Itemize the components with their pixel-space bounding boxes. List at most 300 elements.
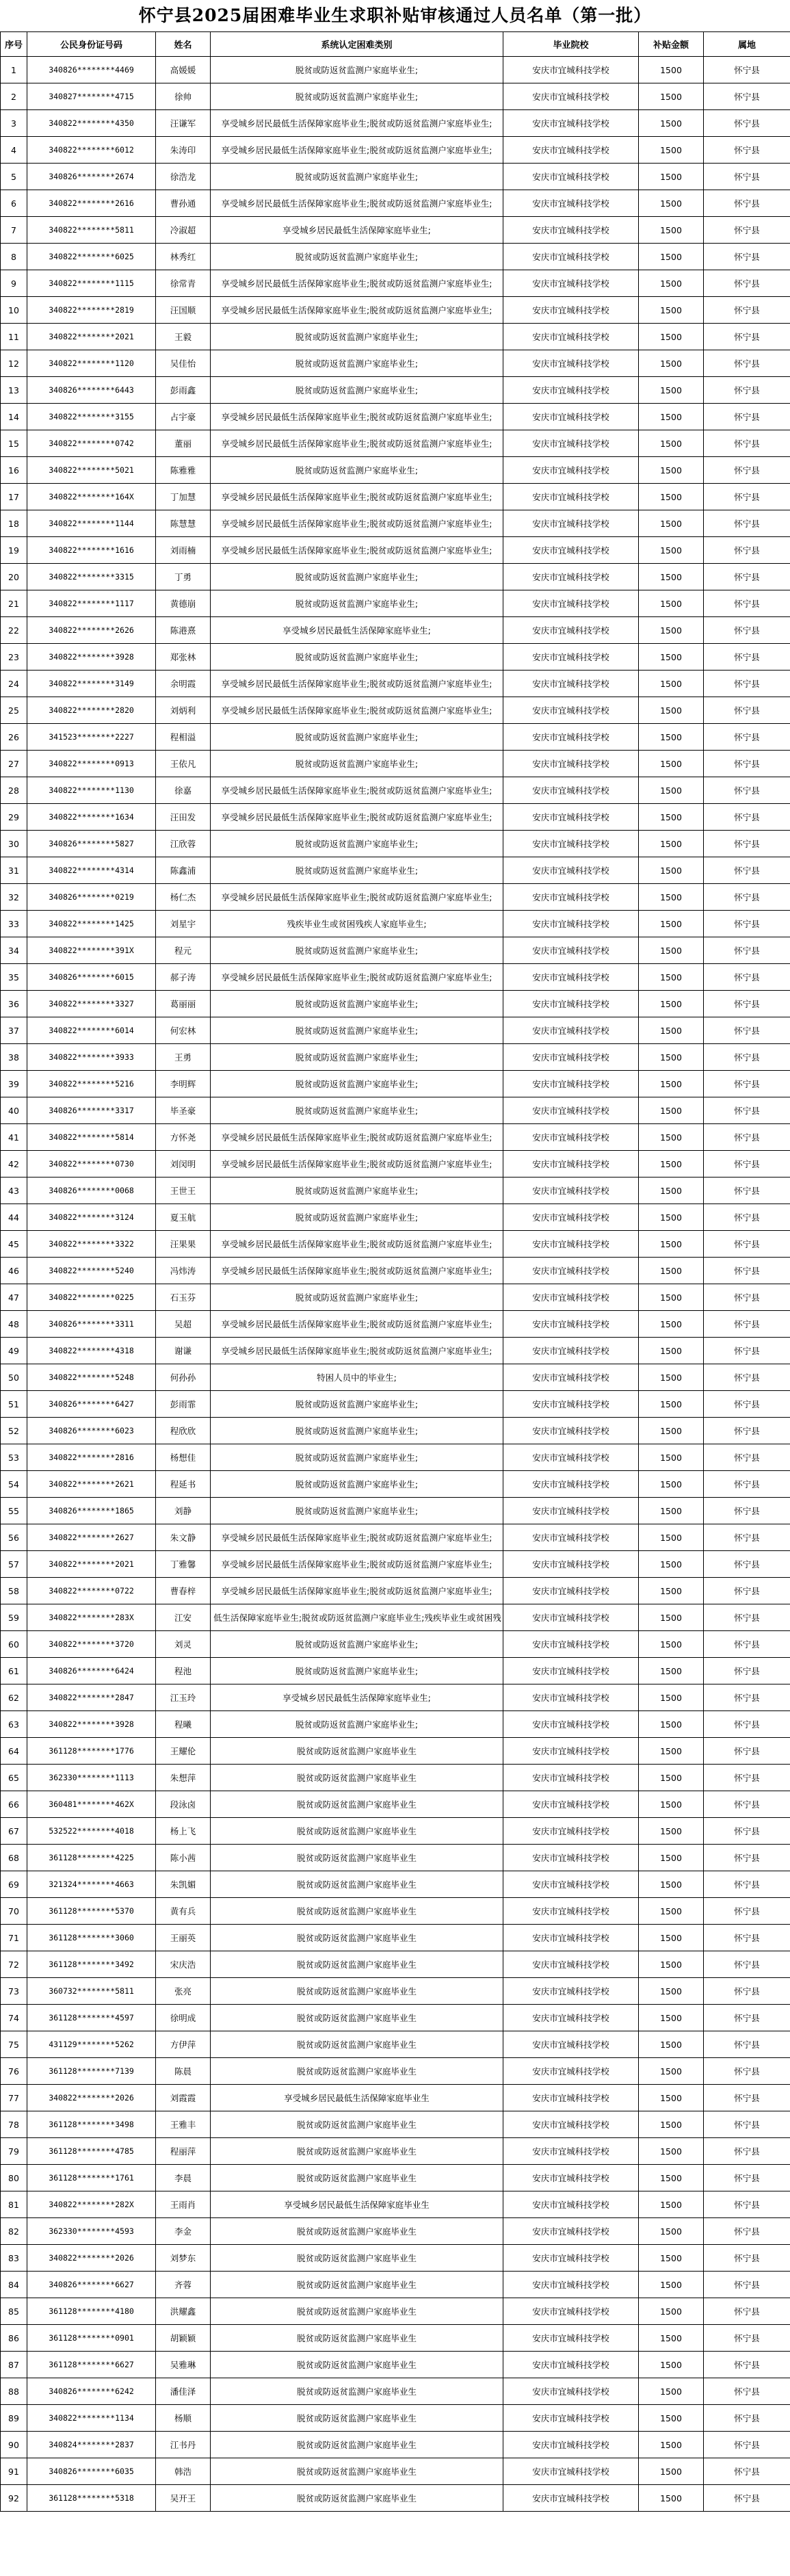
cell-amount: 1500 bbox=[639, 2138, 704, 2165]
cell-locality: 怀宁县 bbox=[704, 2085, 790, 2111]
cell-category: 脱贫或防返贫监测户家庭毕业生; bbox=[211, 457, 503, 484]
table-row bbox=[1, 1284, 790, 1311]
cell-category: 享受城乡居民最低生活保障家庭毕业生;脱贫或防返贫监测户家庭毕业生; bbox=[211, 1578, 503, 1604]
cell-id-number: 340822********1130 bbox=[27, 777, 156, 804]
cell-name: 陈小茜 bbox=[156, 1845, 211, 1871]
cell-name: 丁雅馨 bbox=[156, 1551, 211, 1578]
cell-school: 安庆市宜城科技学校 bbox=[503, 324, 639, 350]
cell-amount: 1500 bbox=[639, 2218, 704, 2245]
cell-name: 江书丹 bbox=[156, 2432, 211, 2458]
table-row bbox=[1, 1524, 790, 1551]
cell-category: 脱贫或防返贫监测户家庭毕业生; bbox=[211, 57, 503, 83]
table-row bbox=[1, 1097, 790, 1124]
cell-name: 汪田发 bbox=[156, 804, 211, 831]
cell-amount: 1500 bbox=[639, 2432, 704, 2458]
cell-locality: 怀宁县 bbox=[704, 1871, 790, 1898]
cell-amount: 1500 bbox=[639, 510, 704, 537]
table-body bbox=[1, 57, 790, 2512]
table-row bbox=[1, 751, 790, 777]
cell-index: 76 bbox=[1, 2058, 27, 2085]
table-header-row bbox=[1, 32, 790, 57]
cell-school: 安庆市宜城科技学校 bbox=[503, 1124, 639, 1151]
cell-school: 安庆市宜城科技学校 bbox=[503, 884, 639, 911]
cell-category: 享受城乡居民最低生活保障家庭毕业生;脱贫或防返贫监测户家庭毕业生; bbox=[211, 137, 503, 164]
cell-name: 夏玉航 bbox=[156, 1204, 211, 1231]
cell-id-number: 361128********4785 bbox=[27, 2138, 156, 2165]
cell-school: 安庆市宜城科技学校 bbox=[503, 2298, 639, 2325]
table-row bbox=[1, 2298, 790, 2325]
cell-id-number: 361128********5318 bbox=[27, 2485, 156, 2512]
cell-name: 陈慧慧 bbox=[156, 510, 211, 537]
cell-locality: 怀宁县 bbox=[704, 217, 790, 244]
table-row bbox=[1, 537, 790, 564]
cell-locality: 怀宁县 bbox=[704, 137, 790, 164]
table-row bbox=[1, 1124, 790, 1151]
cell-locality: 怀宁县 bbox=[704, 2325, 790, 2352]
cell-index: 85 bbox=[1, 2298, 27, 2325]
cell-school: 安庆市宜城科技学校 bbox=[503, 1818, 639, 1845]
cell-locality: 怀宁县 bbox=[704, 1178, 790, 1204]
cell-amount: 1500 bbox=[639, 857, 704, 884]
cell-index: 19 bbox=[1, 537, 27, 564]
cell-name: 方伊萍 bbox=[156, 2031, 211, 2058]
cell-school: 安庆市宜城科技学校 bbox=[503, 484, 639, 510]
cell-name: 程欣欣 bbox=[156, 1418, 211, 1444]
cell-name: 汪谦军 bbox=[156, 110, 211, 137]
cell-id-number: 361128********1761 bbox=[27, 2165, 156, 2191]
cell-locality: 怀宁县 bbox=[704, 2005, 790, 2031]
cell-amount: 1500 bbox=[639, 911, 704, 937]
table-row bbox=[1, 804, 790, 831]
cell-name: 胡颖颖 bbox=[156, 2325, 211, 2352]
cell-name: 徐常青 bbox=[156, 270, 211, 297]
cell-id-number: 340822********3322 bbox=[27, 1231, 156, 1258]
cell-school: 安庆市宜城科技学校 bbox=[503, 537, 639, 564]
cell-amount: 1500 bbox=[639, 2191, 704, 2218]
table-row bbox=[1, 1631, 790, 1658]
table-row bbox=[1, 2245, 790, 2272]
cell-index: 81 bbox=[1, 2191, 27, 2218]
cell-school: 安庆市宜城科技学校 bbox=[503, 2485, 639, 2512]
cell-id-number: 361128********7139 bbox=[27, 2058, 156, 2085]
cell-locality: 怀宁县 bbox=[704, 857, 790, 884]
cell-name: 汪国顺 bbox=[156, 297, 211, 324]
cell-school: 安庆市宜城科技学校 bbox=[503, 350, 639, 377]
cell-name: 王雅丰 bbox=[156, 2111, 211, 2138]
cell-category: 脱贫或防返贫监测户家庭毕业生; bbox=[211, 1391, 503, 1418]
cell-locality: 怀宁县 bbox=[704, 1044, 790, 1071]
table-row bbox=[1, 1418, 790, 1444]
cell-category: 享受城乡居民最低生活保障家庭毕业生;脱贫或防返贫监测户家庭毕业生; bbox=[211, 270, 503, 297]
cell-amount: 1500 bbox=[639, 1311, 704, 1338]
cell-name: 刘灵 bbox=[156, 1631, 211, 1658]
cell-index: 12 bbox=[1, 350, 27, 377]
cell-locality: 怀宁县 bbox=[704, 324, 790, 350]
cell-amount: 1500 bbox=[639, 1204, 704, 1231]
cell-school: 安庆市宜城科技学校 bbox=[503, 1284, 639, 1311]
table-row bbox=[1, 564, 790, 590]
cell-index: 62 bbox=[1, 1684, 27, 1711]
cell-locality: 怀宁县 bbox=[704, 964, 790, 991]
cell-category: 享受城乡居民最低生活保障家庭毕业生;脱贫或防返贫监测户家庭毕业生; bbox=[211, 671, 503, 697]
cell-amount: 1500 bbox=[639, 404, 704, 430]
cell-category: 享受城乡居民最低生活保障家庭毕业生;脱贫或防返贫监测户家庭毕业生; bbox=[211, 484, 503, 510]
cell-name: 徐帅 bbox=[156, 83, 211, 110]
cell-id-number: 340822********391X bbox=[27, 937, 156, 964]
cell-amount: 1500 bbox=[639, 1498, 704, 1524]
cell-category: 脱贫或防返贫监测户家庭毕业生; bbox=[211, 350, 503, 377]
table-row bbox=[1, 510, 790, 537]
cell-name: 彭雨霏 bbox=[156, 1391, 211, 1418]
cell-id-number: 361128********5370 bbox=[27, 1898, 156, 1925]
cell-amount: 1500 bbox=[639, 2298, 704, 2325]
cell-school: 安庆市宜城科技学校 bbox=[503, 2458, 639, 2485]
cell-id-number: 340822********2626 bbox=[27, 617, 156, 644]
cell-id-number: 361128********3060 bbox=[27, 1925, 156, 1951]
cell-id-number: 340826********6023 bbox=[27, 1418, 156, 1444]
cell-index: 63 bbox=[1, 1711, 27, 1738]
table-row bbox=[1, 83, 790, 110]
cell-name: 徐嘉 bbox=[156, 777, 211, 804]
cell-amount: 1500 bbox=[639, 1151, 704, 1178]
cell-name: 程元 bbox=[156, 937, 211, 964]
cell-amount: 1500 bbox=[639, 697, 704, 724]
table-row bbox=[1, 1711, 790, 1738]
cell-category: 脱贫或防返贫监测户家庭毕业生 bbox=[211, 2138, 503, 2165]
cell-name: 齐蓉 bbox=[156, 2272, 211, 2298]
cell-index: 53 bbox=[1, 1444, 27, 1471]
table-row bbox=[1, 617, 790, 644]
cell-name: 陈晨 bbox=[156, 2058, 211, 2085]
cell-school: 安庆市宜城科技学校 bbox=[503, 1258, 639, 1284]
cell-id-number: 340822********4318 bbox=[27, 1338, 156, 1364]
table-row bbox=[1, 1898, 790, 1925]
cell-school: 安庆市宜城科技学校 bbox=[503, 2031, 639, 2058]
cell-locality: 怀宁县 bbox=[704, 484, 790, 510]
header-locality: 属地 bbox=[704, 32, 790, 57]
cell-locality: 怀宁县 bbox=[704, 2165, 790, 2191]
cell-amount: 1500 bbox=[639, 884, 704, 911]
cell-locality: 怀宁县 bbox=[704, 2111, 790, 2138]
cell-amount: 1500 bbox=[639, 1471, 704, 1498]
cell-name: 刘星宇 bbox=[156, 911, 211, 937]
cell-id-number: 340822********1425 bbox=[27, 911, 156, 937]
cell-school: 安庆市宜城科技学校 bbox=[503, 244, 639, 270]
cell-name: 余明霞 bbox=[156, 671, 211, 697]
cell-category: 享受城乡居民最低生活保障家庭毕业生;脱贫或防返贫监测户家庭毕业生; bbox=[211, 430, 503, 457]
table-row bbox=[1, 2458, 790, 2485]
cell-index: 6 bbox=[1, 190, 27, 217]
cell-index: 88 bbox=[1, 2378, 27, 2405]
cell-locality: 怀宁县 bbox=[704, 911, 790, 937]
cell-category: 脱贫或防返贫监测户家庭毕业生 bbox=[211, 2005, 503, 2031]
cell-id-number: 340826********6015 bbox=[27, 964, 156, 991]
cell-school: 安庆市宜城科技学校 bbox=[503, 2245, 639, 2272]
cell-category: 享受城乡居民最低生活保障家庭毕业生;脱贫或防返贫监测户家庭毕业生; bbox=[211, 804, 503, 831]
cell-id-number: 340822********2820 bbox=[27, 697, 156, 724]
cell-index: 70 bbox=[1, 1898, 27, 1925]
cell-index: 50 bbox=[1, 1364, 27, 1391]
cell-name: 董丽 bbox=[156, 430, 211, 457]
cell-index: 8 bbox=[1, 244, 27, 270]
cell-id-number: 340822********164X bbox=[27, 484, 156, 510]
cell-category: 享受城乡居民最低生活保障家庭毕业生;脱贫或防返贫监测户家庭毕业生; bbox=[211, 190, 503, 217]
cell-locality: 怀宁县 bbox=[704, 671, 790, 697]
cell-school: 安庆市宜城科技学校 bbox=[503, 83, 639, 110]
cell-school: 安庆市宜城科技学校 bbox=[503, 57, 639, 83]
cell-id-number: 340826********3311 bbox=[27, 1311, 156, 1338]
cell-amount: 1500 bbox=[639, 617, 704, 644]
cell-category: 享受城乡居民最低生活保障家庭毕业生; bbox=[211, 617, 503, 644]
cell-locality: 怀宁县 bbox=[704, 751, 790, 777]
table-row bbox=[1, 911, 790, 937]
cell-amount: 1500 bbox=[639, 1845, 704, 1871]
cell-id-number: 340822********3933 bbox=[27, 1044, 156, 1071]
cell-school: 安庆市宜城科技学校 bbox=[503, 1231, 639, 1258]
cell-amount: 1500 bbox=[639, 1738, 704, 1765]
cell-index: 18 bbox=[1, 510, 27, 537]
cell-name: 程池 bbox=[156, 1658, 211, 1684]
table-row bbox=[1, 2432, 790, 2458]
cell-amount: 1500 bbox=[639, 324, 704, 350]
cell-id-number: 340822********6012 bbox=[27, 137, 156, 164]
cell-amount: 1500 bbox=[639, 1978, 704, 2005]
cell-id-number: 321324********4663 bbox=[27, 1871, 156, 1898]
cell-locality: 怀宁县 bbox=[704, 2432, 790, 2458]
cell-name: 曹春梓 bbox=[156, 1578, 211, 1604]
cell-index: 17 bbox=[1, 484, 27, 510]
cell-index: 46 bbox=[1, 1258, 27, 1284]
cell-name: 韩浩 bbox=[156, 2458, 211, 2485]
table-row bbox=[1, 137, 790, 164]
cell-id-number: 340822********1144 bbox=[27, 510, 156, 537]
cell-amount: 1500 bbox=[639, 1418, 704, 1444]
cell-locality: 怀宁县 bbox=[704, 1951, 790, 1978]
cell-category: 脱贫或防返贫监测户家庭毕业生; bbox=[211, 1178, 503, 1204]
cell-school: 安庆市宜城科技学校 bbox=[503, 617, 639, 644]
cell-index: 79 bbox=[1, 2138, 27, 2165]
cell-school: 安庆市宜城科技学校 bbox=[503, 1097, 639, 1124]
cell-locality: 怀宁县 bbox=[704, 1151, 790, 1178]
cell-locality: 怀宁县 bbox=[704, 2218, 790, 2245]
cell-index: 39 bbox=[1, 1071, 27, 1097]
cell-amount: 1500 bbox=[639, 2111, 704, 2138]
cell-name: 吴雅琳 bbox=[156, 2352, 211, 2378]
cell-school: 安庆市宜城科技学校 bbox=[503, 1684, 639, 1711]
cell-category: 脱贫或防返贫监测户家庭毕业生; bbox=[211, 1071, 503, 1097]
cell-locality: 怀宁县 bbox=[704, 1604, 790, 1631]
cell-index: 90 bbox=[1, 2432, 27, 2458]
cell-name: 王勇 bbox=[156, 1044, 211, 1071]
cell-amount: 1500 bbox=[639, 1044, 704, 1071]
cell-school: 安庆市宜城科技学校 bbox=[503, 190, 639, 217]
table-row bbox=[1, 457, 790, 484]
cell-index: 45 bbox=[1, 1231, 27, 1258]
cell-category: 脱贫或防返贫监测户家庭毕业生; bbox=[211, 1097, 503, 1124]
cell-school: 安庆市宜城科技学校 bbox=[503, 1524, 639, 1551]
cell-school: 安庆市宜城科技学校 bbox=[503, 1978, 639, 2005]
cell-name: 高媛媛 bbox=[156, 57, 211, 83]
cell-category: 脱贫或防返贫监测户家庭毕业生; bbox=[211, 1631, 503, 1658]
cell-category: 脱贫或防返贫监测户家庭毕业生; bbox=[211, 377, 503, 404]
cell-category: 脱贫或防返贫监测户家庭毕业生; bbox=[211, 324, 503, 350]
cell-category: 脱贫或防返贫监测户家庭毕业生 bbox=[211, 2058, 503, 2085]
cell-name: 曹孙通 bbox=[156, 190, 211, 217]
cell-index: 35 bbox=[1, 964, 27, 991]
table-row bbox=[1, 1978, 790, 2005]
cell-amount: 1500 bbox=[639, 1524, 704, 1551]
cell-id-number: 340822********4350 bbox=[27, 110, 156, 137]
cell-name: 朱想萍 bbox=[156, 1765, 211, 1791]
cell-id-number: 341523********2227 bbox=[27, 724, 156, 751]
cell-locality: 怀宁县 bbox=[704, 1845, 790, 1871]
table-row bbox=[1, 1231, 790, 1258]
cell-id-number: 340822********3315 bbox=[27, 564, 156, 590]
cell-school: 安庆市宜城科技学校 bbox=[503, 1658, 639, 1684]
cell-category: 脱贫或防返贫监测户家庭毕业生 bbox=[211, 2352, 503, 2378]
cell-locality: 怀宁县 bbox=[704, 1551, 790, 1578]
cell-id-number: 340822********5216 bbox=[27, 1071, 156, 1097]
cell-name: 江欣蓉 bbox=[156, 831, 211, 857]
cell-index: 71 bbox=[1, 1925, 27, 1951]
cell-locality: 怀宁县 bbox=[704, 1097, 790, 1124]
cell-category: 脱贫或防返贫监测户家庭毕业生 bbox=[211, 1978, 503, 2005]
cell-school: 安庆市宜城科技学校 bbox=[503, 110, 639, 137]
table-row bbox=[1, 1178, 790, 1204]
cell-locality: 怀宁县 bbox=[704, 2458, 790, 2485]
cell-id-number: 431129********5262 bbox=[27, 2031, 156, 2058]
cell-category: 脱贫或防返贫监测户家庭毕业生; bbox=[211, 1471, 503, 1498]
cell-category: 脱贫或防返贫监测户家庭毕业生; bbox=[211, 1498, 503, 1524]
cell-school: 安庆市宜城科技学校 bbox=[503, 2325, 639, 2352]
cell-amount: 1500 bbox=[639, 671, 704, 697]
cell-name: 杨顺 bbox=[156, 2405, 211, 2432]
cell-category: 脱贫或防返贫监测户家庭毕业生 bbox=[211, 2458, 503, 2485]
cell-id-number: 361128********3492 bbox=[27, 1951, 156, 1978]
cell-id-number: 340826********6035 bbox=[27, 2458, 156, 2485]
cell-locality: 怀宁县 bbox=[704, 1498, 790, 1524]
table-row bbox=[1, 1338, 790, 1364]
cell-category: 享受城乡居民最低生活保障家庭毕业生;脱贫或防返贫监测户家庭毕业生; bbox=[211, 1524, 503, 1551]
cell-amount: 1500 bbox=[639, 1231, 704, 1258]
cell-school: 安庆市宜城科技学校 bbox=[503, 1845, 639, 1871]
cell-locality: 怀宁县 bbox=[704, 430, 790, 457]
cell-amount: 1500 bbox=[639, 2352, 704, 2378]
cell-name: 江安 bbox=[156, 1604, 211, 1631]
cell-locality: 怀宁县 bbox=[704, 1391, 790, 1418]
table-row bbox=[1, 2138, 790, 2165]
cell-category: 脱贫或防返贫监测户家庭毕业生; bbox=[211, 857, 503, 884]
cell-name: 吴佳怡 bbox=[156, 350, 211, 377]
cell-id-number: 340826********5827 bbox=[27, 831, 156, 857]
cell-category: 低生活保障家庭毕业生;脱贫或防返贫监测户家庭毕业生;残疾毕业生或贫困残 bbox=[211, 1604, 503, 1631]
cell-locality: 怀宁县 bbox=[704, 2405, 790, 2432]
cell-category: 脱贫或防返贫监测户家庭毕业生; bbox=[211, 244, 503, 270]
cell-category: 脱贫或防返贫监测户家庭毕业生 bbox=[211, 1765, 503, 1791]
cell-locality: 怀宁县 bbox=[704, 617, 790, 644]
cell-name: 刘雨楠 bbox=[156, 537, 211, 564]
cell-index: 75 bbox=[1, 2031, 27, 2058]
cell-school: 安庆市宜城科技学校 bbox=[503, 1391, 639, 1418]
cell-school: 安庆市宜城科技学校 bbox=[503, 2165, 639, 2191]
table-row bbox=[1, 57, 790, 83]
cell-locality: 怀宁县 bbox=[704, 2298, 790, 2325]
cell-amount: 1500 bbox=[639, 457, 704, 484]
table-row bbox=[1, 671, 790, 697]
table-row bbox=[1, 2005, 790, 2031]
cell-school: 安庆市宜城科技学校 bbox=[503, 2352, 639, 2378]
cell-name: 汪果果 bbox=[156, 1231, 211, 1258]
cell-category: 脱贫或防返贫监测户家庭毕业生 bbox=[211, 1871, 503, 1898]
cell-school: 安庆市宜城科技学校 bbox=[503, 964, 639, 991]
cell-category: 享受城乡居民最低生活保障家庭毕业生;脱贫或防返贫监测户家庭毕业生; bbox=[211, 1151, 503, 1178]
cell-locality: 怀宁县 bbox=[704, 57, 790, 83]
cell-index: 59 bbox=[1, 1604, 27, 1631]
cell-locality: 怀宁县 bbox=[704, 2058, 790, 2085]
cell-locality: 怀宁县 bbox=[704, 1471, 790, 1498]
cell-locality: 怀宁县 bbox=[704, 697, 790, 724]
cell-amount: 1500 bbox=[639, 724, 704, 751]
cell-locality: 怀宁县 bbox=[704, 590, 790, 617]
cell-locality: 怀宁县 bbox=[704, 350, 790, 377]
table-row bbox=[1, 297, 790, 324]
cell-school: 安庆市宜城科技学校 bbox=[503, 1738, 639, 1765]
cell-name: 陈雅雅 bbox=[156, 457, 211, 484]
cell-amount: 1500 bbox=[639, 2325, 704, 2352]
cell-amount: 1500 bbox=[639, 1017, 704, 1044]
table-row bbox=[1, 724, 790, 751]
cell-id-number: 340822********5811 bbox=[27, 217, 156, 244]
cell-school: 安庆市宜城科技学校 bbox=[503, 831, 639, 857]
cell-index: 29 bbox=[1, 804, 27, 831]
cell-index: 9 bbox=[1, 270, 27, 297]
cell-category: 享受城乡居民最低生活保障家庭毕业生;脱贫或防返贫监测户家庭毕业生; bbox=[211, 537, 503, 564]
cell-category: 脱贫或防返贫监测户家庭毕业生 bbox=[211, 2378, 503, 2405]
cell-category: 脱贫或防返贫监测户家庭毕业生 bbox=[211, 1898, 503, 1925]
cell-school: 安庆市宜城科技学校 bbox=[503, 2005, 639, 2031]
table-row bbox=[1, 404, 790, 430]
cell-amount: 1500 bbox=[639, 1338, 704, 1364]
table-row bbox=[1, 1551, 790, 1578]
cell-locality: 怀宁县 bbox=[704, 2272, 790, 2298]
table-row bbox=[1, 1071, 790, 1097]
cell-school: 安庆市宜城科技学校 bbox=[503, 724, 639, 751]
cell-id-number: 340826********0219 bbox=[27, 884, 156, 911]
cell-id-number: 340822********6014 bbox=[27, 1017, 156, 1044]
cell-id-number: 340826********6242 bbox=[27, 2378, 156, 2405]
table-row bbox=[1, 1498, 790, 1524]
cell-id-number: 340822********3928 bbox=[27, 1711, 156, 1738]
cell-id-number: 340822********2816 bbox=[27, 1444, 156, 1471]
cell-category: 脱贫或防返贫监测户家庭毕业生 bbox=[211, 2272, 503, 2298]
cell-category: 享受城乡居民最低生活保障家庭毕业生;脱贫或防返贫监测户家庭毕业生; bbox=[211, 404, 503, 430]
table-row bbox=[1, 1578, 790, 1604]
cell-name: 方怀尧 bbox=[156, 1124, 211, 1151]
cell-category: 脱贫或防返贫监测户家庭毕业生 bbox=[211, 2432, 503, 2458]
cell-amount: 1500 bbox=[639, 2058, 704, 2085]
table-row bbox=[1, 1925, 790, 1951]
cell-amount: 1500 bbox=[639, 1284, 704, 1311]
cell-name: 郝子涛 bbox=[156, 964, 211, 991]
cell-index: 78 bbox=[1, 2111, 27, 2138]
cell-name: 潘佳泽 bbox=[156, 2378, 211, 2405]
cell-id-number: 340822********2627 bbox=[27, 1524, 156, 1551]
cell-name: 占宇豪 bbox=[156, 404, 211, 430]
cell-locality: 怀宁县 bbox=[704, 1231, 790, 1258]
cell-category: 享受城乡居民最低生活保障家庭毕业生;脱贫或防返贫监测户家庭毕业生; bbox=[211, 110, 503, 137]
cell-name: 郑张林 bbox=[156, 644, 211, 671]
cell-id-number: 340822********2847 bbox=[27, 1684, 156, 1711]
